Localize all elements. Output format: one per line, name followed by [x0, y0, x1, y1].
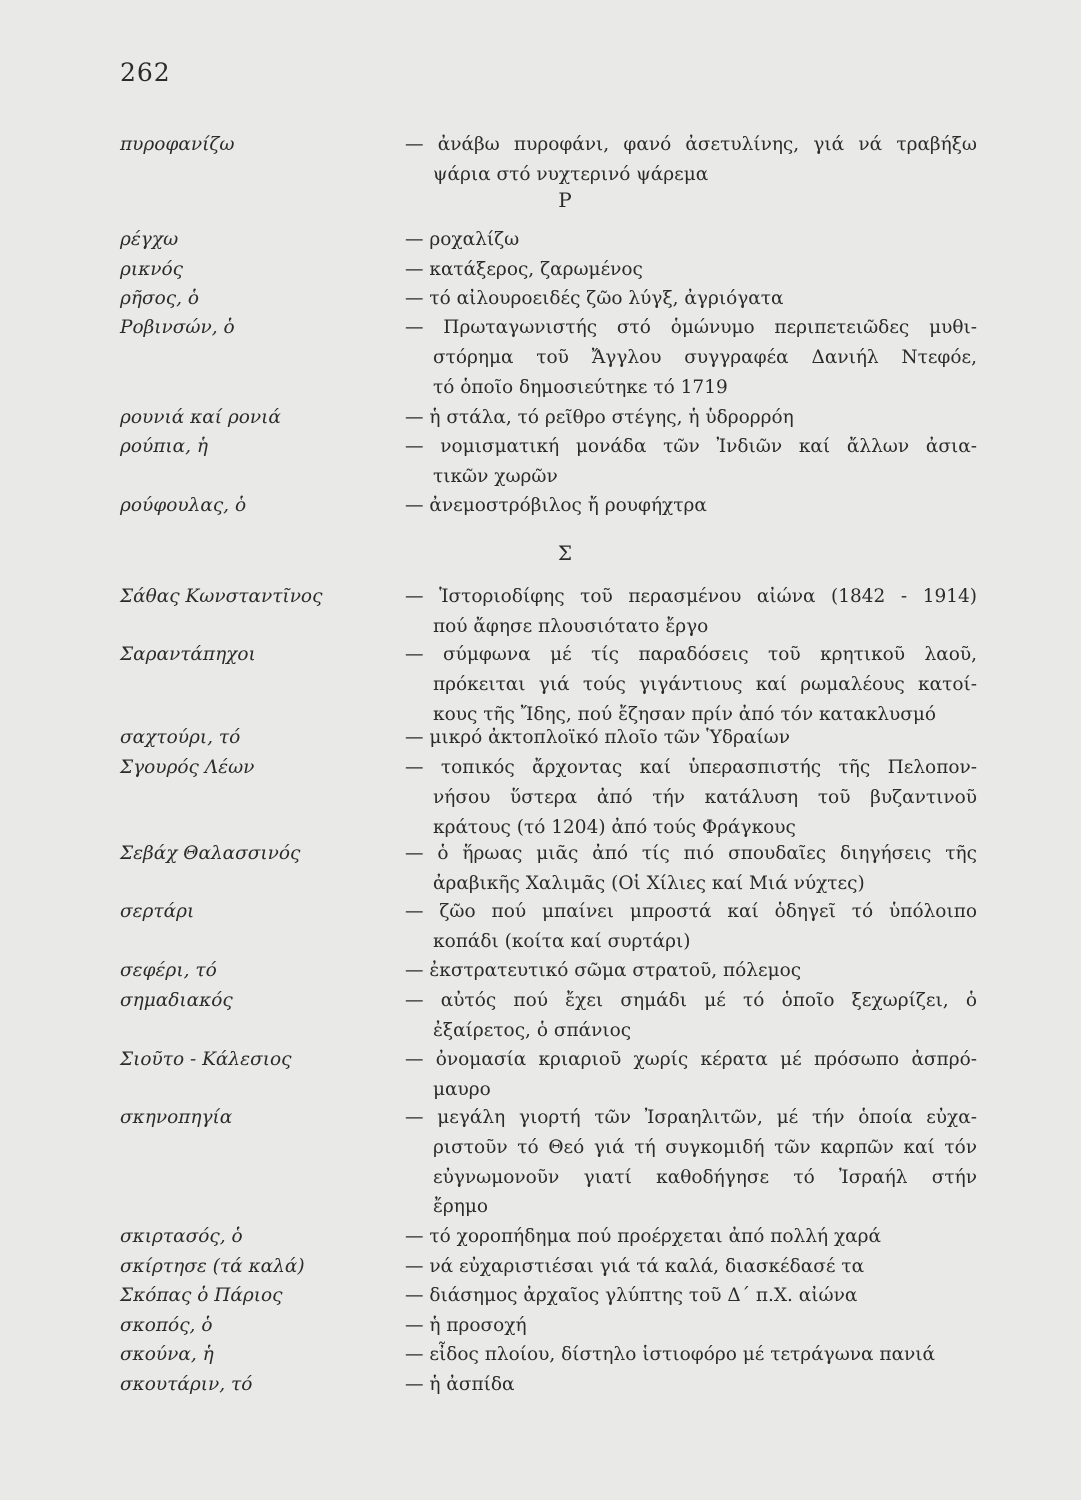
definition-line: ριστοῦν τό Θεό γιά τή συγκομιδή τῶν καρπῶν καί τόν	[433, 1136, 977, 1158]
entry-definition	[405, 640, 977, 729]
definition-line: μαυρο	[433, 1078, 491, 1100]
definition-line: — ἀνεμοστρόβιλος ἤ ρουφήχτρα	[405, 495, 707, 516]
entry-definition	[405, 403, 977, 433]
definition-line: κοπάδι (κοίτα καί συρτάρι)	[433, 930, 691, 952]
definition-line: — μεγάλη γιορτή τῶν Ἰσραηλιτῶν, μέ τήν ὁποία εὐχα-	[405, 1107, 977, 1128]
entry-definition	[405, 986, 977, 1046]
entry-definition	[405, 432, 977, 492]
entry-term: ρῆσος, ὁ	[120, 288, 199, 309]
definition-line: — τό χοροπήδημα πού προέρχεται ἀπό πολλή χαρά	[405, 1226, 882, 1247]
entry-definition	[405, 491, 977, 521]
definition-line: ἀραβικῆς Χαλιμᾶς (Οἱ Χίλιες καί Μιά νύχτες)	[433, 872, 865, 894]
definition-line: — ἡ στάλα, τό ρεῖθρο στέγης, ἡ ὑδρορρόη	[405, 407, 794, 428]
entry-definition	[405, 956, 977, 986]
entry-term: Σάθας Κωνσταντῖνος	[120, 586, 323, 607]
entry-term: Ροβινσών, ὁ	[120, 317, 235, 338]
entry-term: σκοπός, ὁ	[120, 1315, 213, 1336]
definition-line: ψάρια στό νυχτερινό ψάρεμα	[433, 163, 709, 185]
entry-definition	[405, 130, 977, 190]
entry-definition	[405, 582, 977, 642]
entry-term: Σεβάχ Θαλασσινός	[120, 843, 301, 864]
definition-line: — Ἱστοριοδίφης τοῦ περασμένου αἰώνα (1842 - 1914)	[405, 586, 977, 607]
entry-term: σαχτούρι, τό	[120, 727, 241, 748]
definition-line: — τοπικός ἄρχοντας καί ὑπερασπιστής τῆς Πελοπον-	[405, 757, 977, 778]
entry-term: Σιοῦτο - Κάλεσιος	[120, 1049, 292, 1070]
entry-term: ρικνός	[120, 259, 184, 280]
entry-term: πυροφανίζω	[120, 134, 235, 155]
entry-term: ρουνιά καί ρονιά	[120, 407, 281, 428]
entry-definition	[405, 1370, 977, 1400]
entry-term: σημαδιακός	[120, 990, 233, 1011]
definition-line: — τό αἰλουροειδές ζῶο λύγξ, ἀγριόγατα	[405, 288, 784, 309]
definition-line: — διάσημος ἀρχαῖος γλύπτης τοῦ Δ΄ π.Χ. αἰώνα	[405, 1285, 858, 1306]
entry-definition	[405, 1103, 977, 1222]
section-letter: Σ	[557, 541, 573, 565]
definition-line: — ἀνάβω πυροφάνι, φανό ἀσετυλίνης, γιά νά τραβήξω	[405, 134, 977, 155]
definition-line: — νομισματική μονάδα τῶν Ἰνδιῶν καί ἄλλων ἀσια-	[405, 436, 977, 457]
definition-line: τικῶν χωρῶν	[433, 465, 558, 487]
page-number: 262	[120, 58, 171, 87]
definition-line: — ὁ ἥρωας μιᾶς ἀπό τίς πιό σπουδαῖες διηγήσεις τῆς	[405, 843, 977, 864]
entry-definition	[405, 897, 977, 957]
entry-definition	[405, 313, 977, 402]
definition-line: κράτους (τό 1204) ἀπό τούς Φράγκους	[433, 816, 796, 838]
entry-term: ρούπια, ἡ	[120, 436, 209, 457]
entry-definition	[405, 1045, 977, 1105]
definition-line: — ἡ ἀσπίδα	[405, 1374, 515, 1395]
entry-definition	[405, 225, 977, 255]
entry-definition	[405, 839, 977, 899]
entry-definition	[405, 723, 977, 753]
entry-term: σκούνα, ἡ	[120, 1344, 214, 1365]
entry-definition	[405, 753, 977, 842]
entry-term: Σκόπας ὁ Πάριος	[120, 1285, 283, 1306]
entry-definition	[405, 1252, 977, 1282]
entry-definition	[405, 1340, 977, 1370]
entry-term: σκίρτησε (τά καλά)	[120, 1256, 305, 1277]
definition-line: — Πρωταγωνιστής στό ὁμώνυμο περιπετειῶδες μυθι-	[405, 317, 977, 338]
entry-term: σκουτάριν, τό	[120, 1374, 253, 1395]
entry-term: Σαραντάπηχοι	[120, 644, 256, 665]
definition-line: πρόκειται γιά τούς γιγάντιους καί ρωμαλέους κατοί-	[433, 673, 977, 695]
definition-line: — κατάξερος, ζαρωμένος	[405, 259, 643, 280]
entry-term: ρούφουλας, ὁ	[120, 495, 247, 516]
definition-line: τό ὁποῖο δημοσιεύτηκε τό 1719	[433, 376, 728, 398]
definition-line: — αὐτός πού ἔχει σημάδι μέ τό ὁποῖο ξεχωρίζει, ὁ	[405, 990, 977, 1011]
definition-line: — εἶδος πλοίου, δίστηλο ἱστιοφόρο μέ τετράγωνα πανιά	[405, 1344, 936, 1365]
definition-line: κους τῆς Ἴδης, πού ἔζησαν πρίν ἀπό τόν κατακλυσμό	[433, 703, 937, 725]
entry-definition	[405, 255, 977, 285]
entry-definition	[405, 1222, 977, 1252]
entry-term: σερτάρι	[120, 901, 195, 922]
definition-line: εὐγνωμονοῦν γιατί καθοδήγησε τό Ἰσραήλ στήν	[433, 1166, 977, 1188]
entry-term: σεφέρι, τό	[120, 960, 217, 981]
definition-line: — νά εὐχαριστιέσαι γιά τά καλά, διασκέδασέ τα	[405, 1256, 865, 1277]
entry-definition	[405, 284, 977, 314]
definition-line: νήσου ὕστερα ἀπό τήν κατάλυση τοῦ βυζαντινοῦ	[433, 786, 977, 808]
definition-line: ἐξαίρετος, ὁ σπάνιος	[433, 1019, 632, 1041]
definition-line: — ἡ προσοχή	[405, 1315, 527, 1336]
definition-line: — μικρό ἀκτοπλοϊκό πλοῖο τῶν Ὑδραίων	[405, 727, 790, 748]
definition-line: ἔρημο	[433, 1196, 489, 1218]
definition-line: — ἐκστρατευτικό σῶμα στρατοῦ, πόλεμος	[405, 960, 802, 981]
definition-line: — ὀνομασία κριαριοῦ χωρίς κέρατα μέ πρόσωπο ἀσπρό-	[405, 1049, 977, 1070]
section-letter: Ρ	[558, 188, 572, 212]
entry-term: Σγουρός Λέων	[120, 757, 255, 778]
definition-line: — ζῶο πού μπαίνει μπροστά καί ὁδηγεῖ τό ὑπόλοιπο	[405, 901, 977, 922]
entry-term: σκηνοπηγία	[120, 1107, 233, 1128]
definition-line: — σύμφωνα μέ τίς παραδόσεις τοῦ κρητικοῦ λαοῦ,	[405, 644, 977, 665]
definition-line: στόρημα τοῦ Ἄγγλου συγγραφέα Δανιήλ Ντεφόε,	[433, 346, 977, 368]
entry-term: σκιρτασός, ὁ	[120, 1226, 243, 1247]
entry-definition	[405, 1311, 977, 1341]
definition-line: πού ἄφησε πλουσιότατο ἔργο	[433, 615, 709, 637]
definition-line: — ροχαλίζω	[405, 229, 520, 250]
entry-definition	[405, 1281, 977, 1311]
entry-term: ρέγχω	[120, 229, 179, 250]
